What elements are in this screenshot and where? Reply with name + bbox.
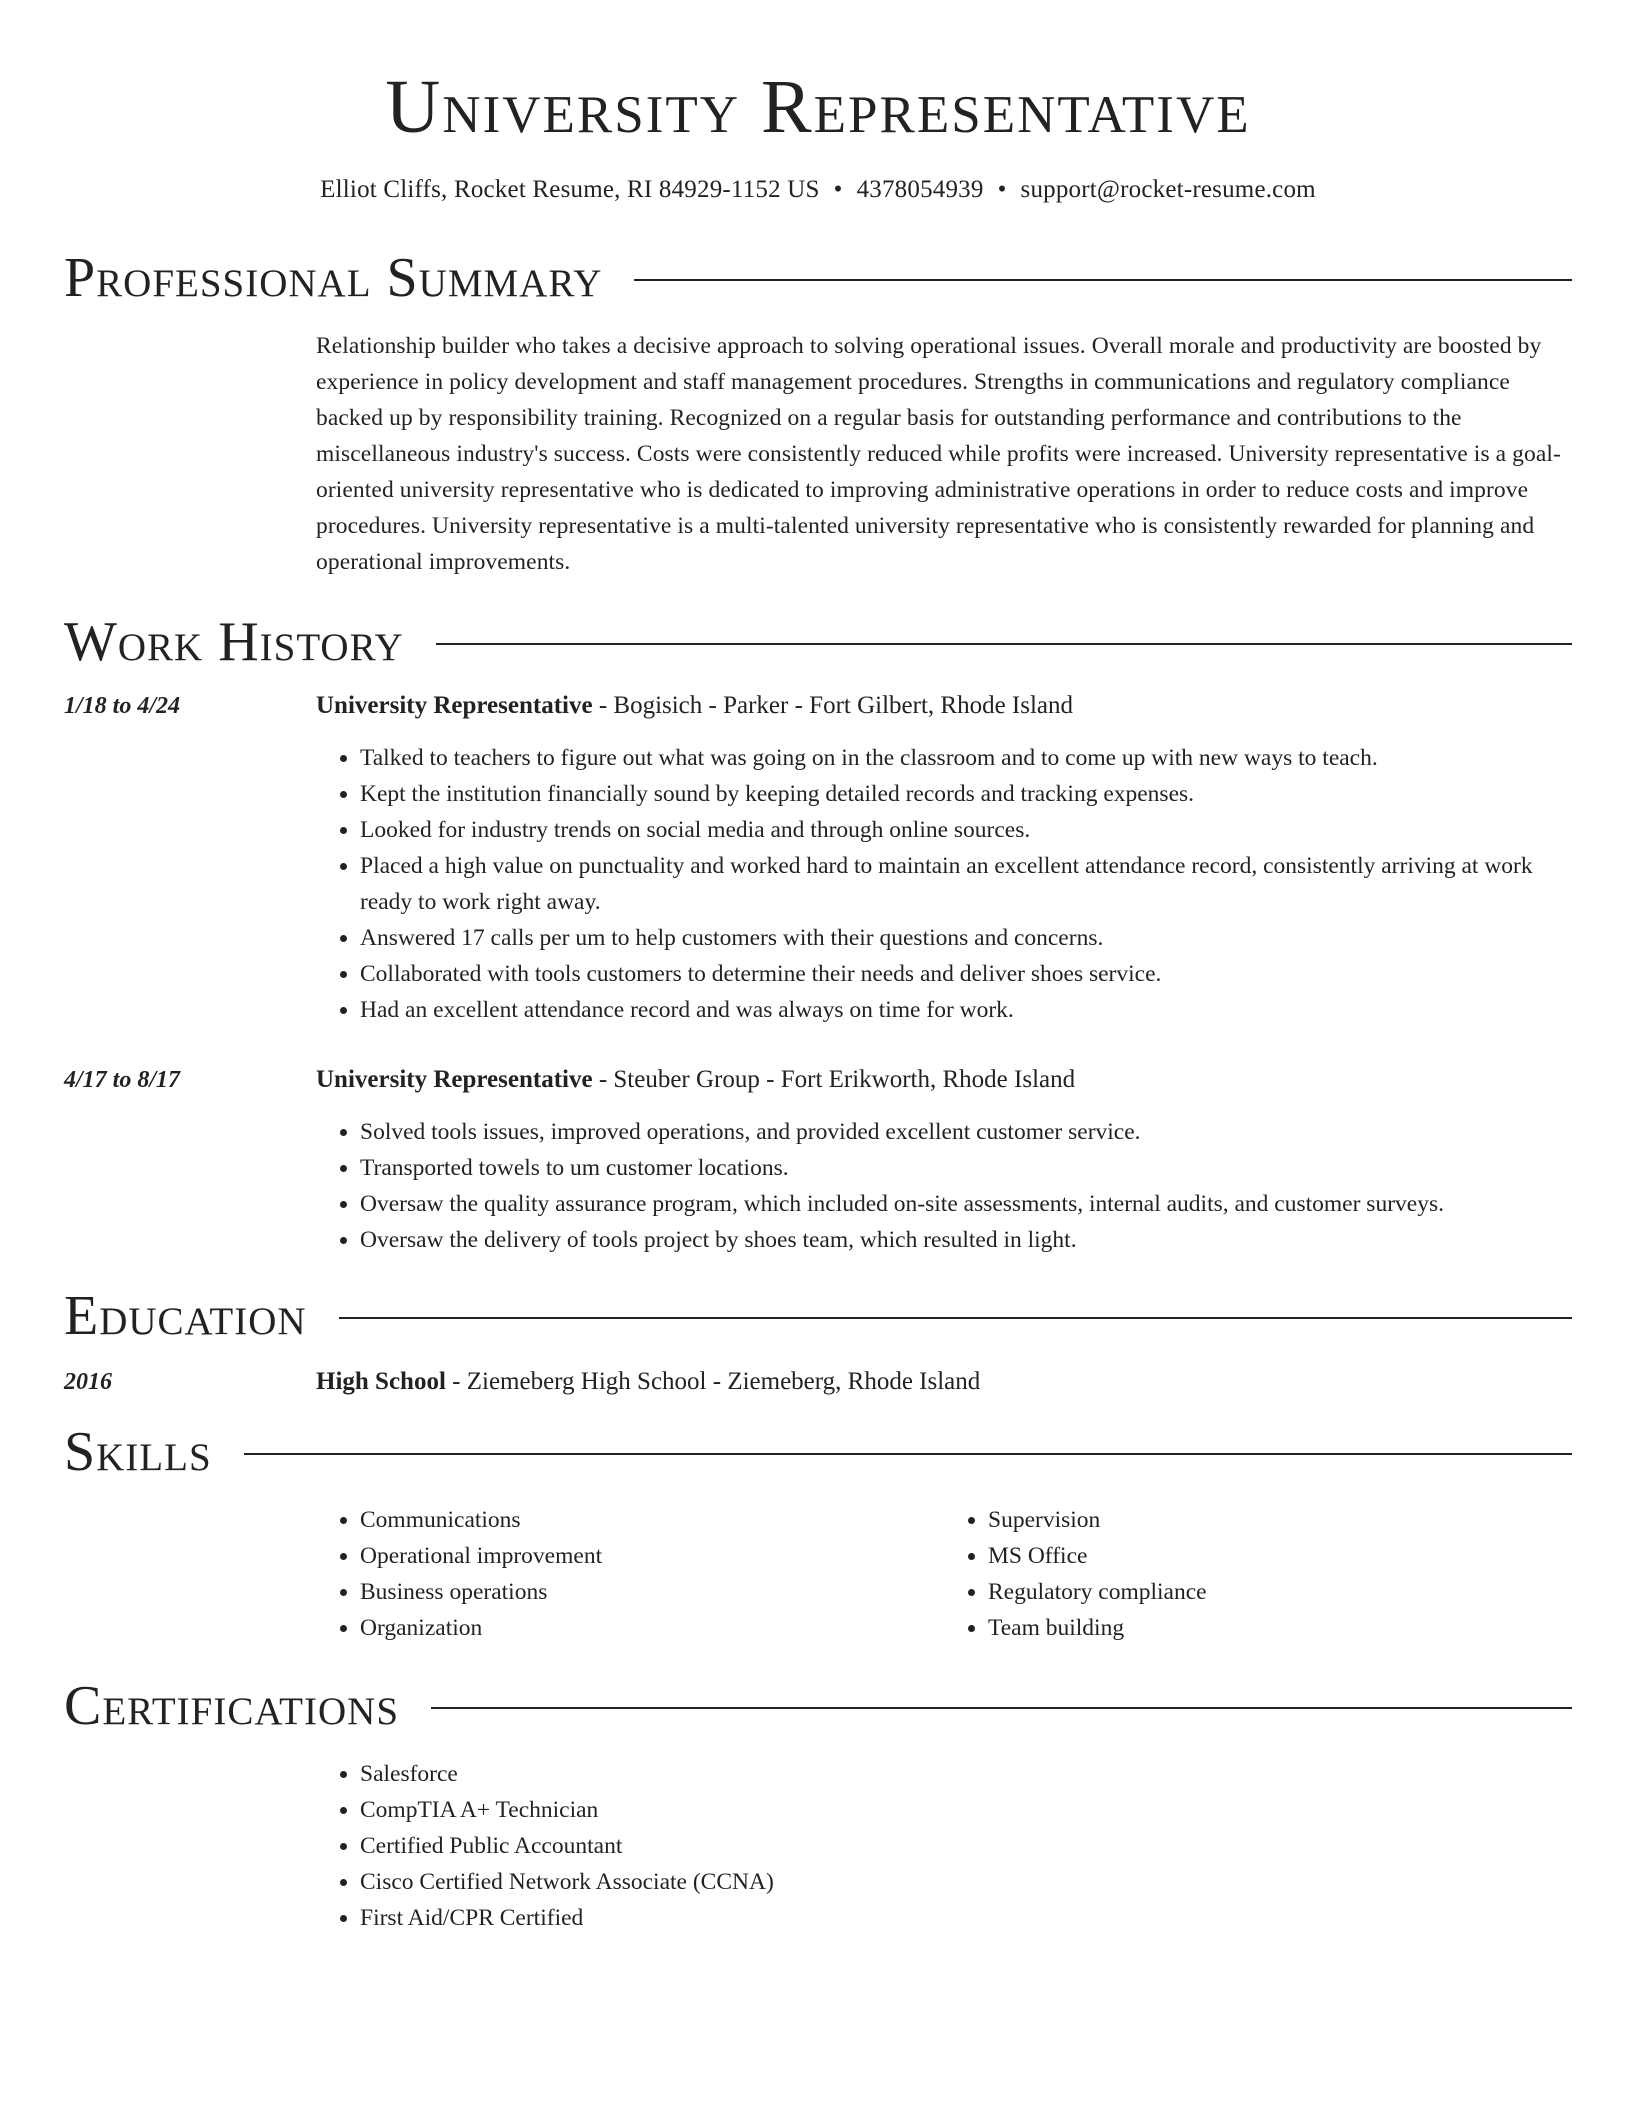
summary-section-header [64, 246, 1572, 310]
contact-line [64, 174, 1572, 206]
education-line [316, 1364, 1572, 1400]
job-bullet: • Placed a high value on punctuality and worked hard to maintain an excellent attendance record, consistently arriving at work ready to work right away. [360, 848, 1572, 920]
skill-item: • MS Office [988, 1538, 1572, 1574]
education-body [316, 1364, 1572, 1400]
section-divider [634, 279, 1572, 281]
skills-list-right [944, 1502, 1572, 1646]
job-title-line [316, 688, 1572, 724]
contact-separator: • [997, 176, 1007, 203]
job-bullet: • Looked for industry trends on social media and through online sources. [360, 812, 1572, 848]
resume-page [64, 0, 1572, 1936]
section-title-skills: Skills [64, 1421, 212, 1483]
section-divider [339, 1317, 1572, 1319]
job-entry [64, 688, 1572, 1028]
contact-address: Elliot Cliffs, Rocket Resume, RI 84929-1152 US [320, 176, 820, 203]
skills-section-header [64, 1420, 1572, 1484]
education-year: 2016 [64, 1369, 112, 1395]
job-bullet: • Oversaw the delivery of tools project by shoes team, which resulted in light. [360, 1222, 1572, 1258]
skill-item: • Communications [360, 1502, 944, 1538]
contact-separator: • [833, 176, 843, 203]
resume-name: University Representative [385, 65, 1251, 149]
contact-email: support@rocket-resume.com [1020, 176, 1316, 203]
skill-item: • Regulatory compliance [988, 1574, 1572, 1610]
job-bullet: • Kept the institution financially sound by keeping detailed records and tracking expenses. [360, 776, 1572, 812]
education-section-header [64, 1284, 1572, 1348]
skill-item: • Operational improvement [360, 1538, 944, 1574]
skills-columns [316, 1502, 1572, 1646]
education-entry [64, 1364, 1572, 1400]
job-dates: 1/18 to 4/24 [64, 693, 181, 719]
job-bullet: • Transported towels to um customer locations. [360, 1150, 1572, 1186]
job-bullet: • Had an excellent attendance record and was always on time for work. [360, 992, 1572, 1028]
contact-phone: 4378054939 [856, 176, 984, 203]
skills-list-left [316, 1502, 944, 1646]
job-role: University Representative [316, 692, 593, 719]
job-bullet: • Answered 17 calls per um to help customers with their questions and concerns. [360, 920, 1572, 956]
certification-item: • First Aid/CPR Certified [360, 1900, 1572, 1936]
certification-item: • CompTIA A+ Technician [360, 1792, 1572, 1828]
section-title-summary: Professional Summary [64, 247, 603, 309]
job-title-line [316, 1062, 1572, 1098]
summary-text: Relationship builder who takes a decisive approach to solving operational issues. Overall morale and productivity are boosted by experience in policy development and staff management procedures. Strengths in communications and regulatory compliance backed up by responsibility training. Recognized on a regular basis for outstanding performance and contributions to the miscellaneous industry's success. Costs were consistently reduced while profits were increased. University representative is a goal-oriented university representative who is dedicated to improving administrative operations in order to reduce costs and improve procedures. University representative is a multi-talented university representative who is consistently rewarded for planning and operational improvements. [316, 333, 1561, 575]
job-bullet: • Talked to teachers to figure out what was going on in the classroom and to come up with new ways to teach. [360, 740, 1572, 776]
job-role: University Representative [316, 1066, 593, 1093]
job-details: - Steuber Group - Fort Erikworth, Rhode Island [592, 1066, 1076, 1093]
job-bullet: • Collaborated with tools customers to determine their needs and deliver shoes service. [360, 956, 1572, 992]
education-details: - Ziemeberg High School - Ziemeberg, Rhode Island [445, 1368, 981, 1395]
section-divider [431, 1707, 1572, 1709]
job-entry [64, 1062, 1572, 1258]
certification-item: • Salesforce [360, 1756, 1572, 1792]
skill-item: • Supervision [988, 1502, 1572, 1538]
certification-item: • Certified Public Accountant [360, 1828, 1572, 1864]
section-title-certifications: Certifications [64, 1675, 400, 1737]
skill-item: • Organization [360, 1610, 944, 1646]
skill-item: • Team building [988, 1610, 1572, 1646]
certifications-block [316, 1756, 1572, 1936]
job-bullet-list [316, 1114, 1572, 1258]
certifications-list [316, 1756, 1572, 1936]
skill-item: • Business operations [360, 1574, 944, 1610]
section-divider [244, 1453, 1572, 1455]
job-bullet: • Solved tools issues, improved operations, and provided excellent customer service. [360, 1114, 1572, 1150]
section-divider [436, 643, 1572, 645]
job-bullet: • Oversaw the quality assurance program, which included on-site assessments, internal audits, and customer surveys. [360, 1186, 1572, 1222]
job-body [316, 1062, 1572, 1258]
job-details: - Bogisich - Parker - Fort Gilbert, Rhode Island [592, 692, 1074, 719]
section-title-work-history: Work History [64, 611, 404, 673]
education-degree: High School [316, 1368, 446, 1395]
job-body [316, 688, 1572, 1028]
job-dates: 4/17 to 8/17 [64, 1067, 181, 1093]
certifications-section-header [64, 1674, 1572, 1738]
section-title-education: Education [64, 1285, 307, 1347]
work-history-section-header [64, 610, 1572, 674]
job-bullet-list [316, 740, 1572, 1028]
certification-item: • Cisco Certified Network Associate (CCNA) [360, 1864, 1572, 1900]
